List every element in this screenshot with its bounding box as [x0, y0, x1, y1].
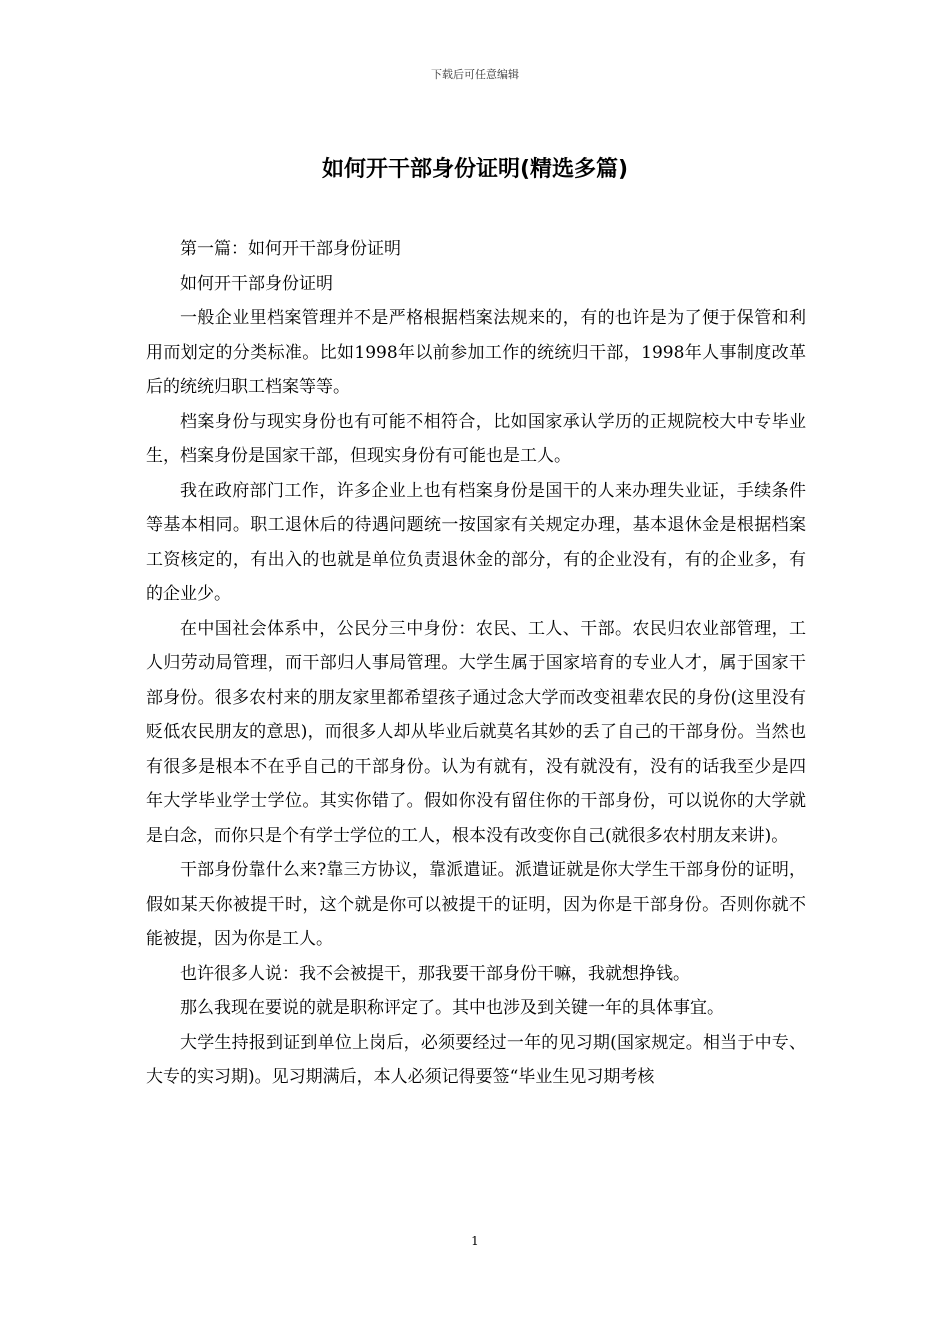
paragraph: 我在政府部门工作，许多企业上也有档案身份是国干的人来办理失业证，手续条件等基本相同。职工退休后的待遇问题统一按国家有关规定办理，基本退休金是根据档案工资核定的，有出入的也就是单位负责退休金的部分，有的企业没有，有的企业多，有的企业少。 [146, 480, 806, 604]
paragraph: 如何开干部身份证明 [180, 273, 333, 294]
page-number: 1 [471, 1234, 479, 1248]
paragraph: 也许很多人说：我不会被提干，那我要干部身份干嘛，我就想挣钱。 [180, 963, 690, 984]
paragraph: 大学生持报到证到单位上岗后，必须要经过一年的见习期(国家规定。相当于中专、大专的实习期)。见习期满后，本人必须记得要签“毕业生见习期考核 [146, 1032, 806, 1087]
document-body [146, 232, 806, 1095]
page-header: 下载后可任意编辑 [431, 68, 519, 81]
paragraph: 档案身份与现实身份也有可能不相符合，比如国家承认学历的正规院校大中专毕业生，档案身份是国家干部，但现实身份有可能也是工人。 [146, 411, 806, 466]
paragraph: 干部身份靠什么来?靠三方协议，靠派遣证。派遣证就是你大学生干部身份的证明，假如某天你被提干时，这个就是你可以被提干的证明，因为你是干部身份。否则你就不能被提，因为你是工人。 [146, 860, 806, 949]
paragraph: 在中国社会体系中，公民分三中身份：农民、工人、干部。农民归农业部管理，工人归劳动局管理，而干部归人事局管理。大学生属于国家培育的专业人才，属于国家干部身份。很多农村来的朋友家里都希望孩子通过念大学而改变祖辈农民的身份(这里没有贬低农民朋友的意思)，而很多人却从毕业后就莫名其妙的丢了自己的干部身份。当然也有很多是根本不在乎自己的干部身份。认为有就有，没有就没有，没有的话我至少是四年大学毕业学士学位。其实你错了。假如你没有留住你的干部身份，可以说你的大学就是白念，而你只是个有学士学位的工人，根本没有改变你自己(就很多农村朋友来讲)。 [146, 618, 806, 846]
document-title: 如何开干部身份证明(精选多篇) [321, 157, 629, 182]
paragraph: 第一篇：如何开干部身份证明 [180, 239, 401, 259]
paragraph: 那么我现在要说的就是职称评定了。其中也涉及到关键一年的具体事宜。 [180, 998, 724, 1018]
paragraph: 一般企业里档案管理并不是严格根据档案法规来的，有的也许是为了便于保管和利用而划定的分类标准。比如1998年以前参加工作的统统归干部，1998年人事制度改革后的统统归职工档案等等。 [146, 308, 806, 397]
